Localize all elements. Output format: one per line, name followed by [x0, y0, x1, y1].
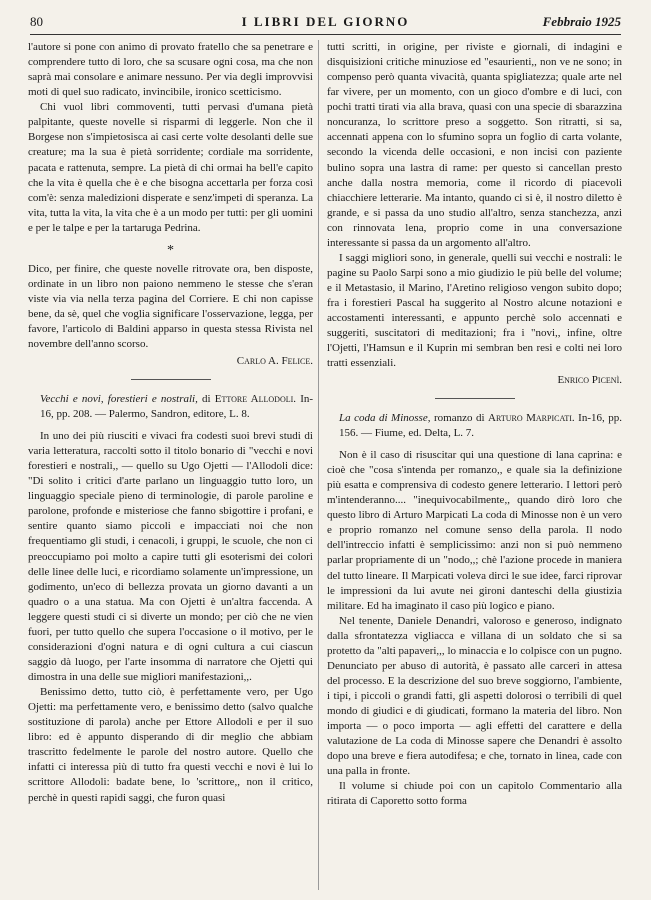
- review-author: Arturo Marpicati: [488, 412, 572, 425]
- review-publication: . In-16, pp. 208. — Palermo, Sandron, editore, L. 8.: [40, 393, 314, 420]
- paragraph: Dico, per finire, che queste novelle ritrovate ora, ben disposte, ordinate in un libro non paiono nemmeno le stesse che s'eran viste via via nella terza pagina del Corriere. E chi non capisse bene, da sè, quel che voglia significare l'osservazione, legga, per favore, l'articolo di Baldini apparso in questa stessa Rivista nel novembre dell'anno scorso.: [28, 262, 313, 351]
- review-author: Ettore Allodoli: [214, 393, 294, 406]
- paragraph: I saggi migliori sono, in generale, quelli sui vecchi e nostrali: le pagine su Paolo Sarpi sono a mio giudizio le più belle del volume; e il Metastasio, il Marino, l'Aretino religioso vengon subito dopo; fra i forestieri Pascal ha suggerito al Nostro alcune notazioni e accostamenti interessanti, e appunto perchè solo accennati e suggeriti, suscitatori di meditazioni; fra i "novi,, infine, oltre l'Ojetti, l'Hamsun e il Kuprin mi sembran ben resi e colti nei loro tratti essenziali.: [327, 251, 622, 370]
- signature: Carlo A. Felice.: [236, 355, 313, 368]
- journal-title: I LIBRI DEL GIORNO: [241, 14, 410, 29]
- review-by: di: [197, 393, 215, 406]
- paragraph: In uno dei più riusciti e vivaci fra codesti suoi brevi studi di varia letteratura, raccolti sotto il titolo bonario di "vecchi e novi forestieri e nostrali,, — quello su Ugo Ojetti — l'Allodoli dice: "Di solito i critici d'arte parlano un linguaggio tutto loro, un linguaggio speciale pieno di terminologie, di parole paroline e parolone, profonde e misteriose che fanno sbigottire i profani, e sentire quanto siamo piccoli e impacciati noi che non frequentiamo gli studi, i cenacoli, i gruppi, le scuole, che non ci preoccupiamo poi molto a capire tutti gli esoterismi dei colori delle linee delle luci, e ricordiamo solamente un'impressione, un godimento, un'eco di bellezza provata un giorno davanti a un quadro o a una statua. Ma con Ojetti è un'altra faccenda. A leggere questi studi ci si diverte un mondo; per ciò che ne vien fuori, per tutto quello che supera l'occasione o il motivo, per le considerazioni d'ogni natura e di ogni cultura a cui ciascun saggio dà luogo, per l'arte insomma di narratore che Ojetti qui dimostra in una delle sue migliori manifestazioni,,.: [28, 430, 313, 684]
- right-column: [327, 40, 622, 810]
- section-star: *: [167, 242, 174, 258]
- paragraph: Non è il caso di risuscitar qui una questione di lana caprina: e cioè che "cosa s'intenda per romanzo,, e quale sia la definizione più esatta e comprensiva di codesto genere letterario. I lettori però m'intenderanno.... "inequivocabilmente,, quando dirò loro che questo libro di Arturo Marpicati La coda di Minosse non è un vero e proprio romanzo nel comune senso della parola. Il nodo dell'intreccio infatti è semplicissimo: anzi non si può nemmeno parlar propriamente di un "nodo,,; chè l'azione procede in maniera del tutto lineare. Il Marpicati voleva dirci le sue idee, farci riprovar le impressioni da lui avute nei gironi danteschi della giustizia militare. Ed ha imaginato il caso più logico e piano.: [327, 449, 622, 612]
- paragraph: tutti scritti, in origine, per riviste e giornali, di indagini e disquisizioni critiche minuziose ed "esaurienti,, non ve ne sono; in compenso però quanta vivacità, quanta spigliatezza; quale arte nel far vivere, per un momento, con un gioco d'ombre e di luci, con pochi tratti tirati via alla brava, quasi con una specie di sbarazzina noncuranza, lo scrittore preso a soggetto. Son ritratti, si sa, accennati appena con lo sfumino sopra un foglio di carta volante, secondo la vicenda delle occasioni, e non incisi con paziente bulino sopra una lastra di rame: per questo si cancellan presto anche dalla nostra memoria, come il ricordo di piacevoli chiacchiere letterarie. Ma intanto, quando ci si è, il nostro diletto è grande, e si passa da uno studio all'altro, senza stanchezza, anzi con rinnovata lena, proprio come in una conversazione interessante si passa da un argomento all'altro.: [327, 41, 622, 249]
- issue-date: Febbraio 1925: [542, 14, 621, 29]
- review-heading: [28, 392, 313, 421]
- review-heading: [327, 411, 622, 440]
- review-title: Vecchi e novi, forestieri e nostrali,: [40, 393, 198, 406]
- review-mid: romanzo di: [430, 412, 489, 425]
- paragraph: l'autore si pone con animo di provato fratello che sa penetrare e comprendere tutto di loro, che sa scusare ogni cosa, ma che non saprà mai consolare e animare nessuno. Per via degli improvvisi moti di quel suo radicato, invincibile, ironico scetticismo.: [28, 41, 313, 99]
- running-header: [30, 14, 621, 34]
- paragraph: Chi vuol libri commoventi, tutti pervasi d'umana pietà palpitante, queste novelle si risparmi di leggerle. Non che il Borgese non s'impietosisca ai casi certe volte desolanti delle sue creature; ma la sua è pietà sorridente; cordiale ma sorridente, pacata e rattenuta, sempre. La pietà di chi ormai ha bell'e capito che la vita è quella che è e che bisogna accettarla per forza così com'è: senza maledizioni disperate e senz'impeti di speranza. La vita, tutta la vita, la vita che è a un modo per tutti: per gli uomini e per le talpe e per la tartaruga Pedrina.: [28, 101, 313, 234]
- header-rule: [30, 34, 621, 35]
- column-divider: [318, 40, 319, 890]
- paragraph: Benissimo detto, tutto ciò, è perfettamente vero, per Ugo Ojetti: ma perfettamente vero, e benissimo detto (salvo qualche sostituzione di parola) anche per Ettore Allodoli e per il suo libro: ed è appunto disperando di dir meglio che abbiam trascritto fedelmente le parole del nostro autore. Quello che infatti ci interessa più di tutto fra questi vecchi e novi è lui lo scrittore Allodoli: badate bene, lo 'scrittore,, non il critico, perchè in questi rapidi saggi, che furon quasi: [28, 686, 313, 804]
- signature: Enrico Picenì.: [557, 374, 622, 387]
- review-publication: . In-16, pp. 156. — Fiume, ed. Delta, L. 7.: [339, 412, 622, 439]
- separator-rule: [131, 379, 211, 380]
- left-column: [28, 40, 313, 806]
- paragraph: Il volume si chiude poi con un capitolo Commentario alla ritirata di Caporetto sotto forma: [327, 780, 622, 808]
- page-number: 80: [30, 14, 43, 29]
- paragraph: Nel tenente, Daniele Denandri, valoroso e generoso, indignato dalla sfrontatezza vigliacca e villana di un soldato che si sa protetto da "alti papaveri,,, lo minaccia e lo colpisce con un pugno. Denunciato per abuso di autorità, è passato alle carceri in attesa del processo. E la descrizione del suo breve soggiorno, l'ambiente, i tipi, i piccoli o grandi fatti, gli aspetti dolorosi o terribili di quel mondo di giudici e di giudicati, formano la materia del libro. Non importa — o poco importa — agli effetti del carattere e della valutazione de La coda di Minosse sapere che Denandri è assolto dopo una breve e fiera autodifesa; e che, tornato in linea, cade con una palla in fronte.: [327, 614, 622, 778]
- review-title: La coda di Minosse,: [339, 412, 431, 425]
- separator-rule: [435, 398, 515, 399]
